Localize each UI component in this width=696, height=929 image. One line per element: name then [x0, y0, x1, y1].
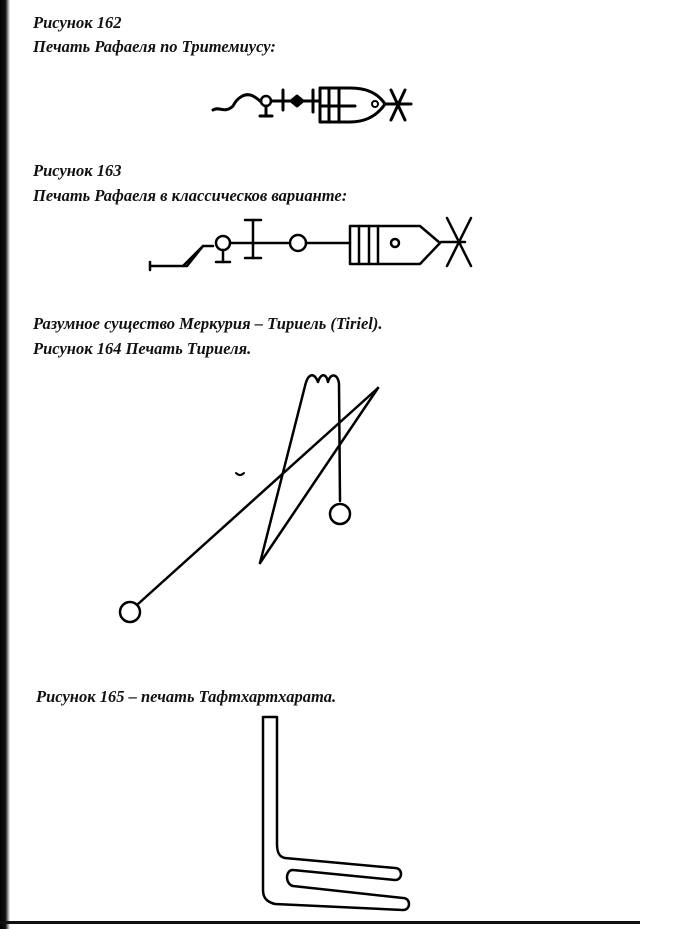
figure-163-label: Рисунок 163	[33, 161, 122, 180]
raphael-trithemius-seal-icon	[205, 82, 420, 132]
figure-162-label: Рисунок 162	[33, 13, 122, 32]
figure-164-caption: Рисунок 164 Печать Тириеля.	[33, 339, 252, 358]
tiriel-intro: Разумное существо Меркурия – Тириель (Tiriel).	[33, 314, 383, 333]
figure-162-caption: Печать Рафаеля по Тритемиусу:	[33, 37, 276, 56]
tiriel-seal-icon	[110, 368, 400, 633]
raphael-classic-seal-icon	[145, 212, 480, 274]
figure-165-caption: Рисунок 165 – печать Тафтхартхарата.	[36, 687, 337, 706]
taphthartharath-seal-icon	[245, 712, 415, 922]
page-bottom-rule	[0, 921, 640, 924]
figure-163-caption: Печать Рафаеля в классическов варианте:	[33, 186, 348, 205]
scan-shadow-left	[0, 0, 10, 929]
